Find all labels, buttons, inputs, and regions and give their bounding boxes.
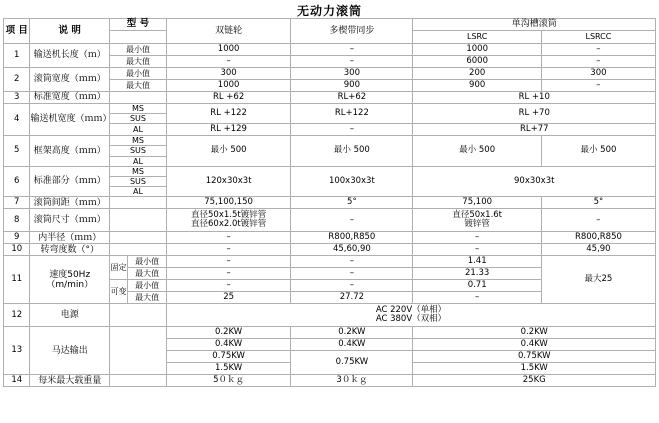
row-desc: 内半径（ｍｍ） <box>30 232 109 244</box>
row-sub-group: 可变 <box>109 280 127 304</box>
row-sub: 最大值 <box>128 292 167 304</box>
cell-line: AC 380V（双相） <box>375 314 447 325</box>
cell: – <box>291 55 413 67</box>
row-sub: AL <box>109 124 166 136</box>
row-sub <box>109 91 166 103</box>
row-desc: 输送机长度（ｍ） <box>30 43 109 67</box>
row-desc: 标准宽度（ｍｍ） <box>30 91 109 103</box>
cell: – <box>413 232 541 244</box>
row-sub <box>109 197 166 209</box>
row-no: 6 <box>4 166 30 197</box>
cell: 200 <box>413 67 541 79</box>
row-no: 8 <box>4 209 30 232</box>
cell: 0.4KW <box>291 339 413 351</box>
cell <box>166 304 655 327</box>
header-desc: 说 明 <box>30 19 109 44</box>
cell: RL+62 <box>291 91 413 103</box>
cell: 1000 <box>166 43 290 55</box>
cell: – <box>541 55 655 67</box>
row-no: 7 <box>4 197 30 209</box>
cell-line: 镀锌管 <box>464 219 490 230</box>
row-desc: 电源 <box>30 304 109 327</box>
cell: – <box>291 43 413 55</box>
cell: 1.5KW <box>413 363 656 375</box>
table-row <box>4 256 656 268</box>
cell: 1000 <box>413 43 541 55</box>
cell: 最小 500 <box>413 136 541 167</box>
cell: 300 <box>541 67 655 79</box>
row-sub <box>109 327 166 375</box>
cell: – <box>413 292 541 304</box>
row-sub: 最小值 <box>109 67 166 79</box>
cell: – <box>166 280 290 292</box>
cell: – <box>413 244 541 256</box>
cell: 0.75KW <box>413 351 656 363</box>
cell: RL+122 <box>291 103 413 123</box>
cell-line: AC 220V（单相） <box>375 304 447 315</box>
row-sub: 最小值 <box>128 256 167 268</box>
cell: 5° <box>291 197 413 209</box>
cell: 75,100 <box>413 197 541 209</box>
row-sub: AL <box>109 187 166 197</box>
cell: 0.71 <box>413 280 541 292</box>
spec-table <box>3 18 656 387</box>
row-no: 2 <box>4 67 30 91</box>
row-no: 14 <box>4 375 30 387</box>
row-desc: 滚筒宽度（ｍｍ） <box>30 67 109 91</box>
cell: 300 <box>291 67 413 79</box>
cell: RL +62 <box>166 91 290 103</box>
cell: 900 <box>291 79 413 91</box>
cell: 45,90 <box>541 244 655 256</box>
cell: 0.4KW <box>413 339 656 351</box>
cell <box>166 209 290 232</box>
table-row <box>4 244 656 256</box>
row-no: 10 <box>4 244 30 256</box>
row-sub-group: 固定 <box>109 256 127 280</box>
cell: 900 <box>413 79 541 91</box>
row-sub <box>109 209 166 232</box>
cell: 21.33 <box>413 268 541 280</box>
page-title: 无动力滚筒 <box>296 4 362 18</box>
row-desc: 速度50Hz（m/min） <box>30 256 109 304</box>
row-desc: 滚筒间距（ｍｍ） <box>30 197 109 209</box>
cell: 120x30x3t <box>166 166 290 197</box>
cell: 25KG <box>413 375 656 387</box>
cell <box>413 209 541 232</box>
table-row <box>4 103 656 113</box>
table-row <box>4 375 656 387</box>
row-desc: 转弯度数（°） <box>30 244 109 256</box>
cell: – <box>291 256 413 268</box>
cell: 最大25 <box>541 256 655 304</box>
cell: 最小 500 <box>541 136 655 167</box>
cell: R800,R850 <box>291 232 413 244</box>
row-desc: 滚筒尺寸（ｍｍ） <box>30 209 109 232</box>
cell: – <box>166 244 290 256</box>
cell: – <box>291 280 413 292</box>
cell: – <box>166 268 290 280</box>
cell: 0.75KW <box>166 351 290 363</box>
cell: RL +10 <box>413 91 656 103</box>
header-group-2-col-1: LSRCC <box>541 30 655 43</box>
cell: 3０ｋｇ <box>291 375 413 387</box>
header-group-0: 双链轮 <box>166 19 290 44</box>
header-item: 项 目 <box>4 19 30 44</box>
cell: 最小 500 <box>166 136 290 167</box>
row-sub: SUS <box>109 146 166 156</box>
cell: 100x30x3t <box>291 166 413 197</box>
row-desc: 标准部分（ｍｍ） <box>30 166 109 197</box>
row-sub: 最大值 <box>128 268 167 280</box>
header-group-2-col-0: LSRC <box>413 30 541 43</box>
row-no: 9 <box>4 232 30 244</box>
row-sub: 最大值 <box>109 55 166 67</box>
header-group-2: 单沟槽滚筒 <box>413 19 656 31</box>
row-sub: MS <box>109 166 166 176</box>
row-sub: AL <box>109 156 166 166</box>
cell: 最小 500 <box>291 136 413 167</box>
header-group-1: 多楔带同步 <box>291 19 413 44</box>
cell: – <box>541 209 655 232</box>
cell: – <box>291 268 413 280</box>
cell: 27.72 <box>291 292 413 304</box>
cell: 0.4KW <box>166 339 290 351</box>
row-sub <box>109 244 166 256</box>
row-sub: MS <box>109 103 166 113</box>
header-model-blank <box>109 30 166 43</box>
cell: 1.5KW <box>166 363 290 375</box>
row-no: 1 <box>4 43 30 67</box>
cell-line: 直径50x1.6t <box>452 209 503 220</box>
table-header-row <box>4 19 656 31</box>
cell: RL +129 <box>166 124 290 136</box>
row-no: 13 <box>4 327 30 375</box>
table-row <box>4 67 656 79</box>
row-sub: SUS <box>109 114 166 124</box>
cell: 0.2KW <box>166 327 290 339</box>
row-desc: 马达输出 <box>30 327 109 375</box>
row-no: 5 <box>4 136 30 167</box>
cell: RL+77 <box>413 124 656 136</box>
table-row <box>4 197 656 209</box>
table-row <box>4 43 656 55</box>
cell: – <box>291 209 413 232</box>
cell: 90x30x3t <box>413 166 656 197</box>
cell: 0.2KW <box>413 327 656 339</box>
row-desc: 输送机宽度（ｍｍ） <box>30 103 109 135</box>
table-row <box>4 232 656 244</box>
table-row <box>4 304 656 327</box>
row-sub: 最小值 <box>109 43 166 55</box>
table-row <box>4 166 656 176</box>
cell: 75,100,150 <box>166 197 290 209</box>
cell: 5° <box>541 197 655 209</box>
cell: R800,R850 <box>541 232 655 244</box>
table-row <box>4 91 656 103</box>
cell: 5０ｋｇ <box>166 375 290 387</box>
cell: RL +70 <box>413 103 656 123</box>
row-sub: MS <box>109 136 166 146</box>
row-sub: 最大值 <box>109 79 166 91</box>
cell: 0.2KW <box>291 327 413 339</box>
row-no: 4 <box>4 103 30 135</box>
cell: 0.75KW <box>291 351 413 375</box>
cell: – <box>166 232 290 244</box>
table-row <box>4 327 656 339</box>
cell: – <box>166 256 290 268</box>
cell: 1.41 <box>413 256 541 268</box>
row-no: 11 <box>4 256 30 304</box>
cell: 25 <box>166 292 290 304</box>
table-row <box>4 209 656 232</box>
header-model: 型 号 <box>109 19 166 31</box>
row-sub: SUS <box>109 177 166 187</box>
cell: 300 <box>166 67 290 79</box>
row-desc: 框架高度（ｍｍ） <box>30 136 109 167</box>
row-sub: 最小值 <box>128 280 167 292</box>
row-sub <box>109 232 166 244</box>
cell: – <box>291 124 413 136</box>
cell: RL +122 <box>166 103 290 123</box>
table-row <box>4 136 656 146</box>
cell: 1000 <box>166 79 290 91</box>
cell-line: 直径50x1.5t镀锌管 <box>191 209 267 220</box>
cell: – <box>541 43 655 55</box>
cell: 6000 <box>413 55 541 67</box>
cell: 45,60,90 <box>291 244 413 256</box>
cell-line: 直径60x2.0t镀锌管 <box>191 219 267 230</box>
row-sub <box>109 375 166 387</box>
cell: – <box>541 79 655 91</box>
row-no: 3 <box>4 91 30 103</box>
row-desc: 每米最大载重量 <box>30 375 109 387</box>
cell: – <box>166 55 290 67</box>
row-no: 12 <box>4 304 30 327</box>
row-sub <box>109 304 166 327</box>
